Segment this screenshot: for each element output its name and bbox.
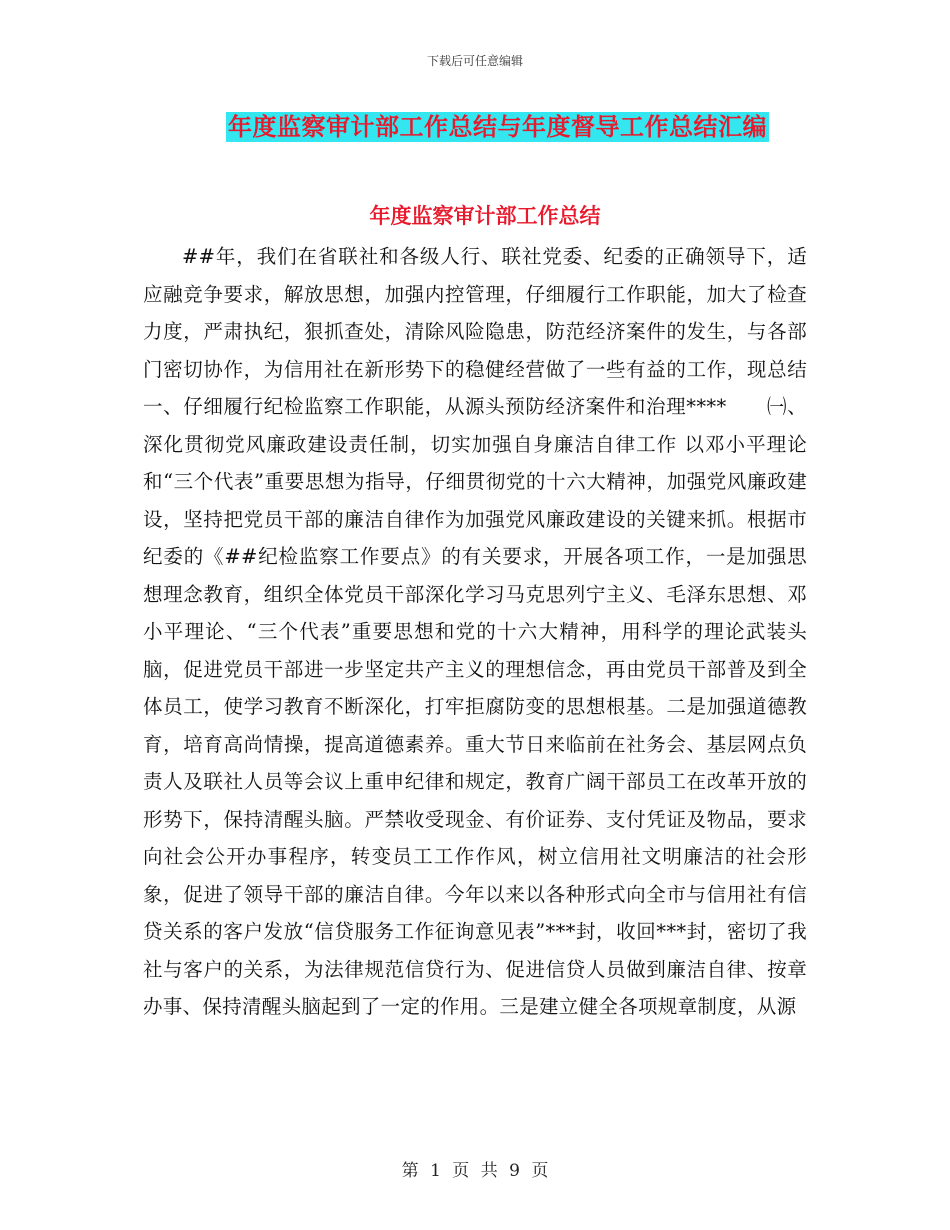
document-title-text: 年度监察审计部工作总结与年度督导工作总结汇编 [228, 112, 767, 141]
section-title: 年度监察审计部工作总结 [369, 203, 601, 228]
page-header-note: 下载后可任意编辑 [426, 54, 523, 68]
document-title [0, 112, 950, 145]
body-paragraph: ##年，我们在省联社和各级人行、联社党委、纪委的正确领导下，适应融竞争要求，解放思想，加强内控管理，仔细履行工作职能，加大了检查力度，严肃执纪，狠抓查处，清除风险隐患，防范经济案件的发生，与各部门密切协作，为信用社在新形势下的稳健经营做了一些有益的工作，现总结 一、仔细履行纪检监察工作职能，从源头预防经济案件和治理**** ㈠、深化贯彻党风廉政建设责任制，切实加强自身廉洁自律工作 以邓小平理论和“三个代表”重要思想为指导，仔细贯彻党的十六大精神，加强党风廉政建设，坚持把党员干部的廉洁自律作为加强党风廉政建设的关键来抓。根据市纪委的《##纪检监察工作要点》的有关要求，开展各项工作，一是加强思想理念教育，组织全体党员干部深化学习马克思列宁主义、毛泽东思想、邓小平理论、“三个代表”重要思想和党的十六大精神，用科学的理论武装头脑，促进党员干部进一步坚定共产主义的理想信念，再由党员干部普及到全体员工，使学习教育不断深化，打牢拒腐防变的思想根基。二是加强道德教育，培育高尚情操，提高道德素养。重大节日来临前在社务会、基层网点负责人及联社人员等会议上重申纪律和规定，教育广阔干部员工在改革开放的形势下，保持清醒头脑。严禁收受现金、有价证券、支付凭证及物品，要求向社会公开办事程序，转变员工工作作风，树立信用社文明廉洁的社会形象，促进了领导干部的廉洁自律。今年以来以各种形式向全市与信用社有信贷关系的客户发放“信贷服务工作征询意见表”***封，收回***封，密切了我社与客户的关系，为法律规范信贷行为、促进信贷人员做到廉洁自律、按章办事、保持清醒头脑起到了一定的作用。三是建立健全各项规章制度，从源 [143, 245, 847, 1018]
page-number-footer: 第 1 页 共 9 页 [401, 1161, 549, 1181]
